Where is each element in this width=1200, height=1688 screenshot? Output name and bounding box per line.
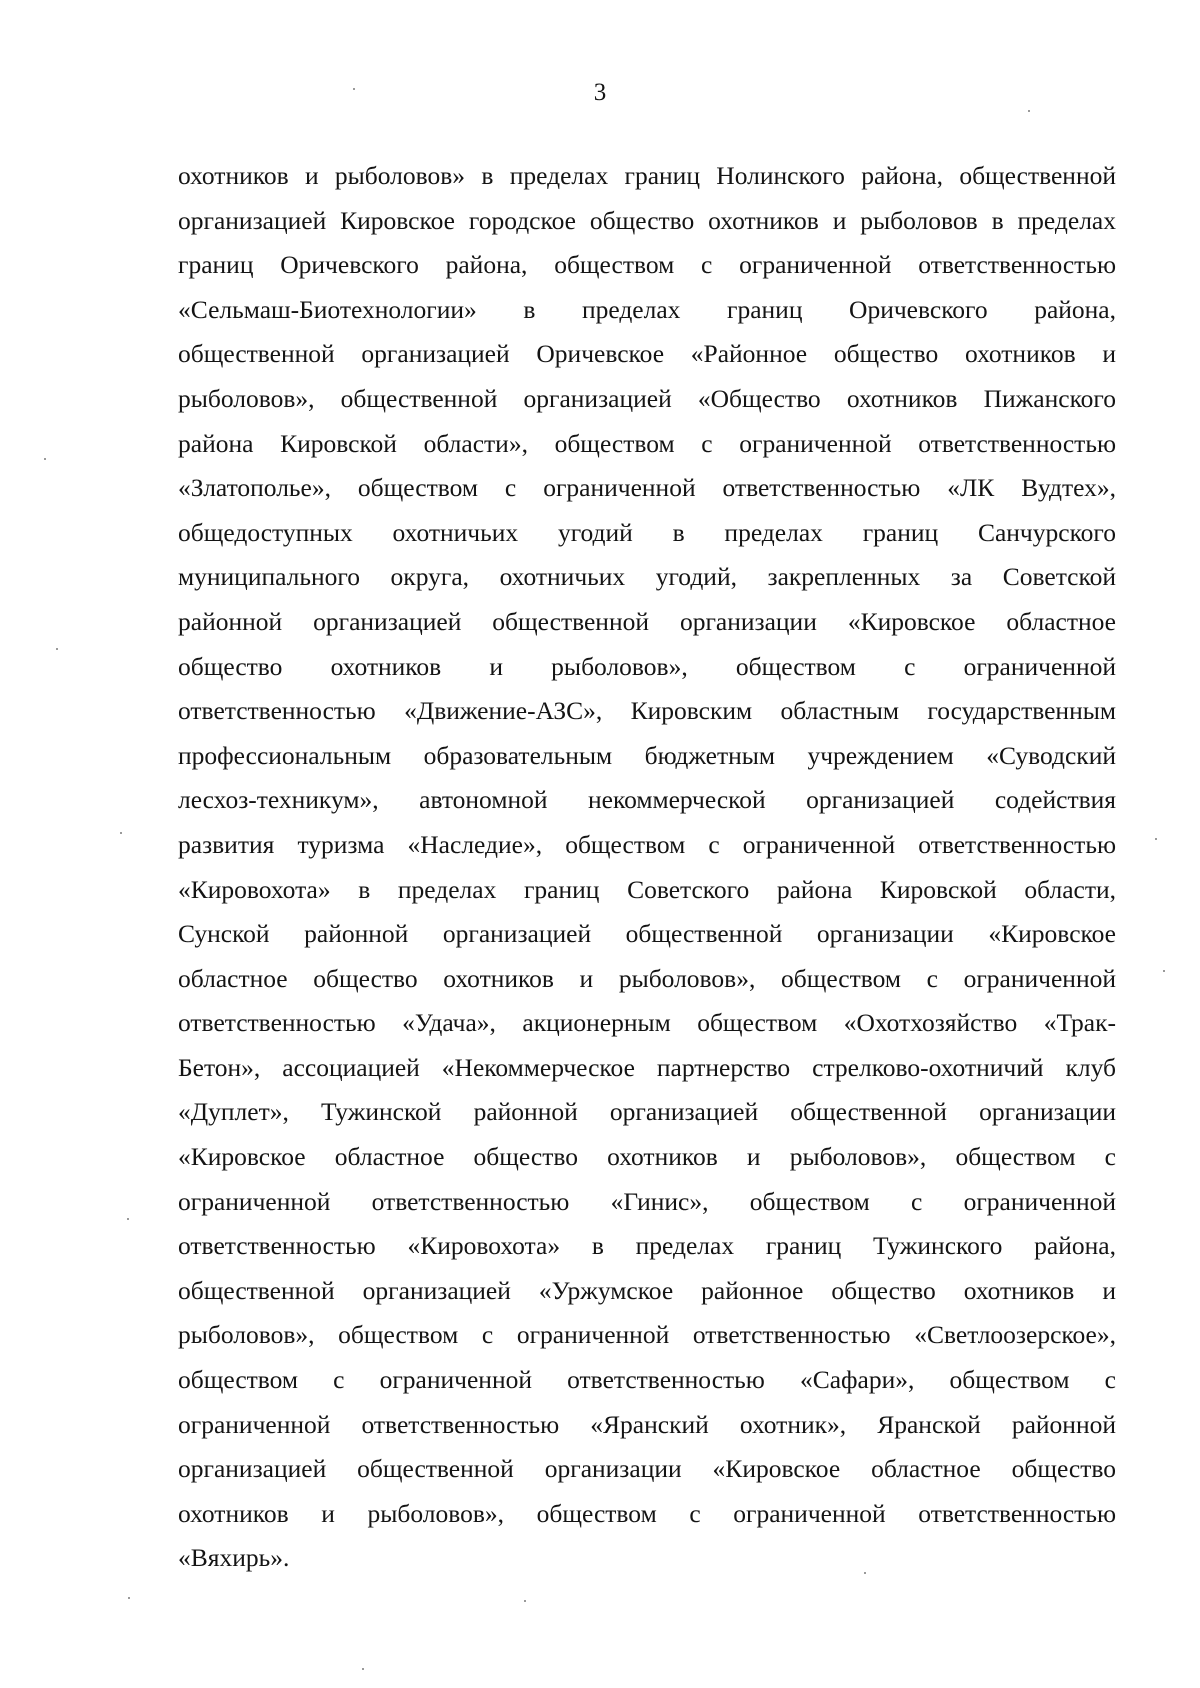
- text-line: рыболовов», обществом с ограниченной ответственностью «Светлоозерское»,: [178, 1320, 1116, 1350]
- scan-speck: [353, 88, 355, 90]
- text-line: организацией общественной организации «Кировское областное общество: [178, 1454, 1116, 1484]
- text-line: обществом с ограниченной ответственностью «Сафари», обществом с: [178, 1365, 1116, 1395]
- scan-speck: [120, 832, 122, 834]
- text-line: ответственностью «Кировохота» в пределах границ Тужинского района,: [178, 1231, 1116, 1261]
- body-paragraph: [178, 154, 1116, 1581]
- page-number: 3: [593, 79, 607, 106]
- scan-speck: [524, 1600, 526, 1602]
- scan-speck: [864, 1572, 866, 1574]
- text-line: организацией Кировское городское общество охотников и рыболовов в пределах: [178, 205, 1116, 235]
- text-line: общественной организацией «Уржумское районное общество охотников и: [178, 1275, 1116, 1305]
- text-line: общедоступных охотничьих угодий в пределах границ Санчурского: [178, 517, 1116, 547]
- scan-speck: [1155, 838, 1157, 840]
- text-line: профессиональным образовательным бюджетным учреждением «Суводский: [178, 740, 1116, 770]
- text-line: охотников и рыболовов», обществом с ограниченной ответственностью: [178, 1498, 1116, 1528]
- scan-speck: [1163, 970, 1165, 972]
- text-line: лесхоз-техникум», автономной некоммерческой организацией содействия: [178, 785, 1116, 815]
- text-line: «Сельмаш-Биотехнологии» в пределах границ Оричевского района,: [178, 294, 1116, 324]
- scan-speck: [362, 1668, 364, 1670]
- text-line: «Дуплет», Тужинской районной организацией общественной организации: [178, 1097, 1116, 1127]
- scan-speck: [128, 1597, 130, 1599]
- text-line: ограниченной ответственностью «Гинис», обществом с ограниченной: [178, 1186, 1116, 1216]
- text-line: ограниченной ответственностью «Яранский охотник», Яранской районной: [178, 1409, 1116, 1439]
- text-line: «Кировское областное общество охотников и рыболовов», обществом с: [178, 1142, 1116, 1172]
- text-line: общество охотников и рыболовов», обществом с ограниченной: [178, 651, 1116, 681]
- text-line: «Кировохота» в пределах границ Советского района Кировской области,: [178, 874, 1116, 904]
- text-line: Сунской районной организацией общественной организации «Кировское: [178, 919, 1116, 949]
- scan-speck: [56, 648, 58, 650]
- text-line: общественной организацией Оричевское «Районное общество охотников и: [178, 339, 1116, 369]
- text-line: муниципального округа, охотничьих угодий, закрепленных за Советской: [178, 562, 1116, 592]
- scan-speck: [127, 1218, 129, 1220]
- text-line: областное общество охотников и рыболовов», обществом с ограниченной: [178, 963, 1116, 993]
- scan-speck: [1028, 110, 1030, 112]
- text-line: охотников и рыболовов» в пределах границ Нолинского района, общественной: [178, 161, 1116, 190]
- text-line: рыболовов», общественной организацией «Общество охотников Пижанского: [178, 383, 1116, 413]
- text-line: районной организацией общественной организации «Кировское областное: [178, 606, 1116, 636]
- text-line: ответственностью «Движение-АЗС», Кировским областным государственным: [178, 696, 1116, 726]
- text-line: «Вяхирь».: [178, 1543, 290, 1573]
- text-line: «Златополье», обществом с ограниченной ответственностью «ЛК Вудтех»,: [178, 473, 1116, 503]
- text-line: района Кировской области», обществом с ограниченной ответственностью: [178, 428, 1116, 458]
- scan-speck: [44, 458, 46, 460]
- text-line: Бетон», ассоциацией «Некоммерческое партнерство стрелково-охотничий клуб: [178, 1052, 1116, 1082]
- text-line: границ Оричевского района, обществом с ограниченной ответственностью: [178, 250, 1116, 280]
- text-line: развития туризма «Наследие», обществом с ограниченной ответственностью: [178, 829, 1116, 859]
- text-line: ответственностью «Удача», акционерным обществом «Охотхозяйство «Трак-: [178, 1008, 1116, 1038]
